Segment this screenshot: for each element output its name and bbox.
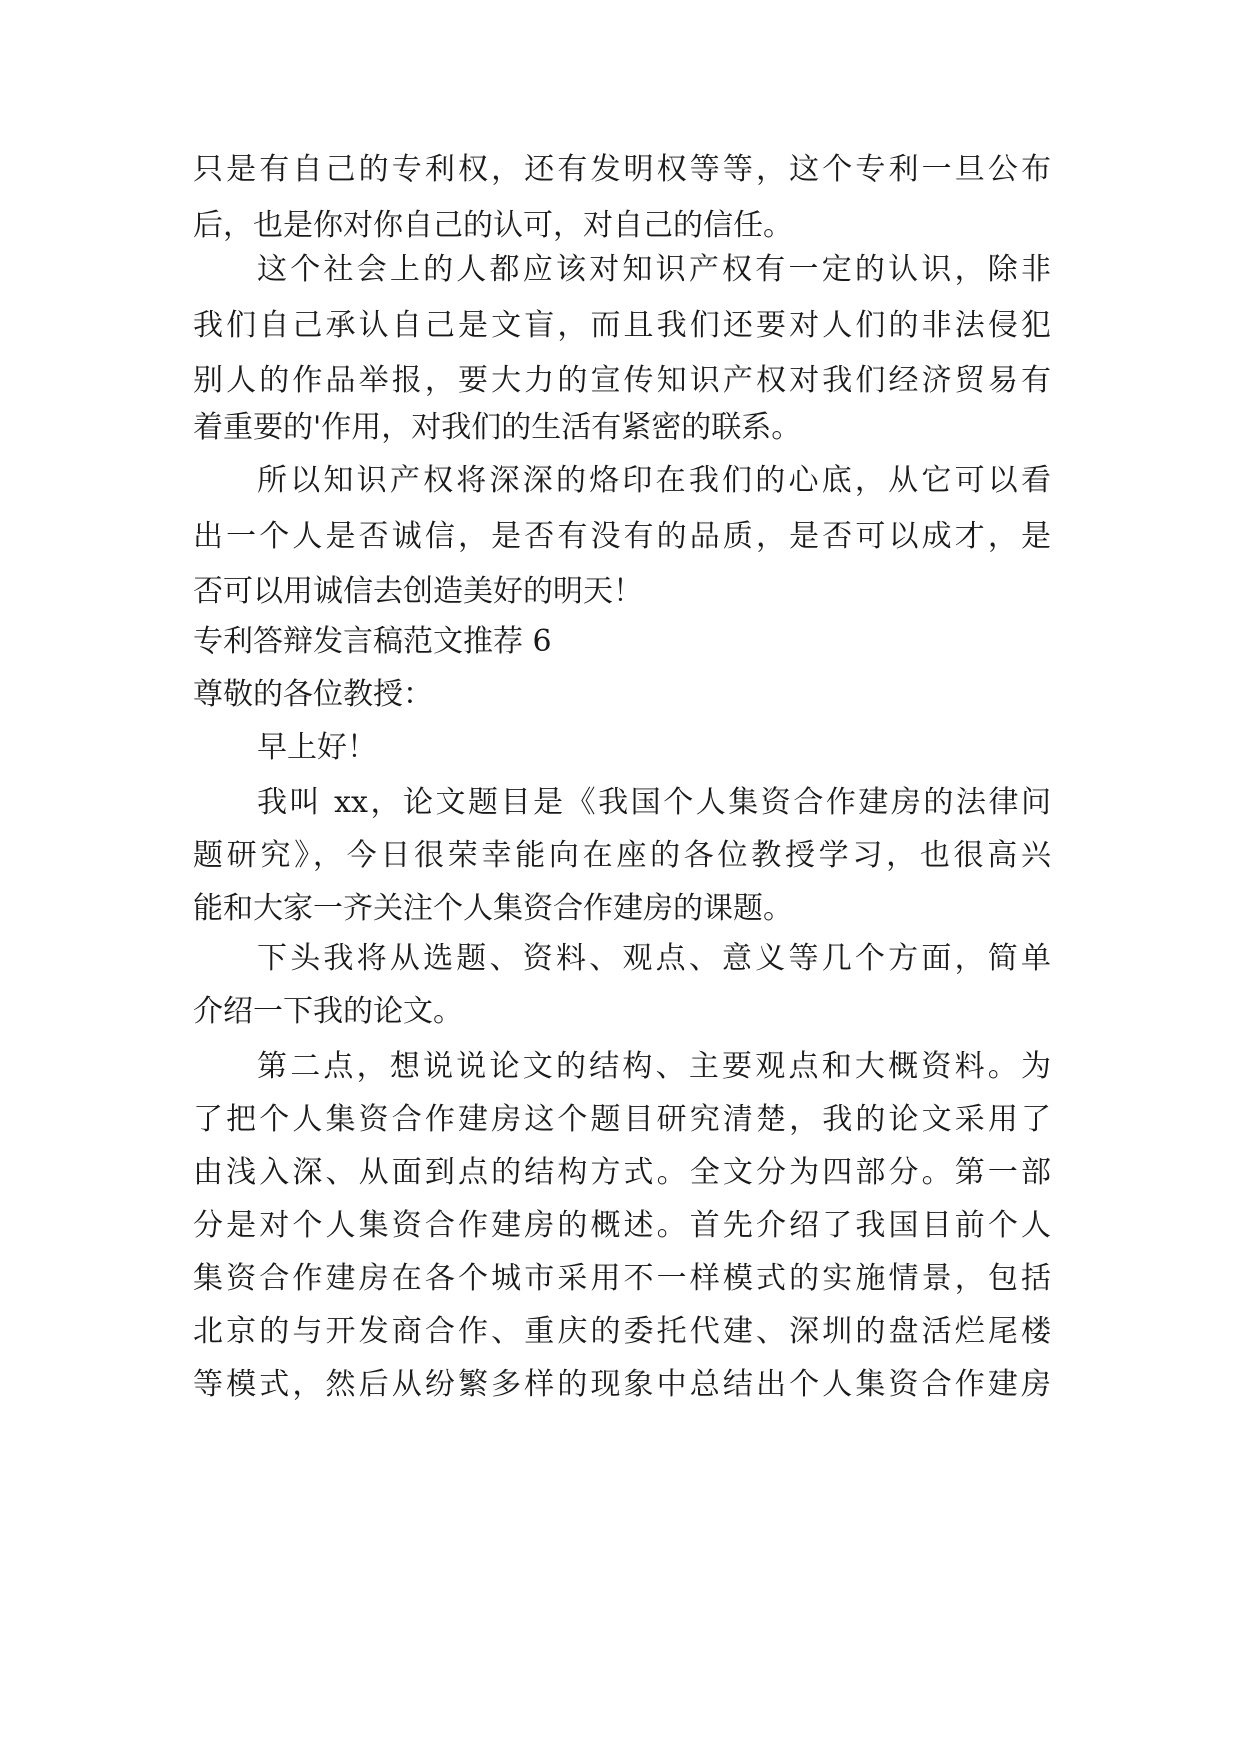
text-line: 出一个人是否诚信，是否有没有的品质，是否可以成才，是	[193, 519, 1051, 554]
text-line: 后，也是你对你自己的认可，对自己的信任。	[193, 208, 793, 243]
text-line: 我们自己承认自己是文盲，而且我们还要对人们的非法侵犯	[193, 308, 1051, 343]
greeting: 早上好！	[257, 730, 377, 765]
text-line: 题研究》，今日很荣幸能向在座的各位教授学习，也很高兴	[193, 838, 1051, 873]
text-line: 介绍一下我的论文。	[193, 994, 463, 1029]
salutation: 尊敬的各位教授：	[193, 677, 433, 712]
text-line: 北京的与开发商合作、重庆的委托代建、深圳的盘活烂尾楼	[193, 1314, 1051, 1349]
text-line: 否可以用诚信去创造美好的明天！	[193, 574, 643, 609]
text-line: 着重要的'作用，对我们的生活有紧密的联系。	[193, 410, 802, 445]
text-line: 下头我将从选题、资料、观点、意义等几个方面，简单	[257, 941, 1051, 976]
text-line: 能和大家一齐关注个人集资合作建房的课题。	[193, 891, 793, 926]
text-line: 别人的作品举报，要大力的宣传知识产权对我们经济贸易有	[193, 363, 1051, 398]
text-line: 分是对个人集资合作建房的概述。首先介绍了我国目前个人	[193, 1208, 1051, 1243]
text-line: 第二点，想说说论文的结构、主要观点和大概资料。为	[257, 1049, 1051, 1084]
text-line: 所以知识产权将深深的烙印在我们的心底，从它可以看	[257, 463, 1051, 498]
text-line: 等模式，然后从纷繁多样的现象中总结出个人集资合作建房	[193, 1367, 1051, 1402]
text-line: 只是有自己的专利权，还有发明权等等，这个专利一旦公布	[193, 152, 1051, 187]
text-line: 我叫 xx，论文题目是《我国个人集资合作建房的法律问	[257, 785, 1051, 820]
text-line: 了把个人集资合作建房这个题目研究清楚，我的论文采用了	[193, 1102, 1051, 1137]
text-line: 集资合作建房在各个城市采用不一样模式的实施情景，包括	[193, 1261, 1051, 1296]
text-line: 这个社会上的人都应该对知识产权有一定的认识，除非	[257, 252, 1051, 287]
section-heading: 专利答辩发言稿范文推荐 6	[193, 624, 552, 659]
text-line: 由浅入深、从面到点的结构方式。全文分为四部分。第一部	[193, 1155, 1051, 1190]
